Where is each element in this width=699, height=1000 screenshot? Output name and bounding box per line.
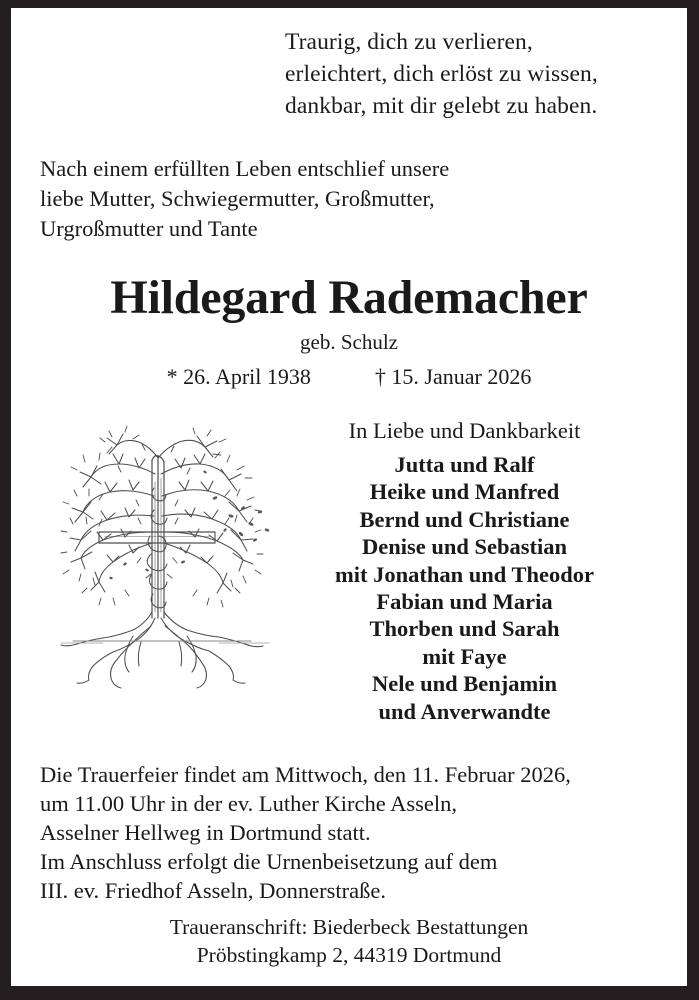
service-line-5: III. ev. Friedhof Asseln, Donnerstraße. [40,878,386,903]
mourners-heading: In Liebe und Dankbarkeit [348,418,581,443]
service-line-1: Die Trauerfeier findet am Mittwoch, den 11. Februar 2026, [40,762,571,787]
mourner-name: mit Faye [422,643,507,669]
verse-line-2: erleichtert, dich erlöst zu wissen, [285,61,598,87]
mourner-name: Denise und Sebastian [361,534,568,560]
intro-line-2: liebe Mutter, Schwiegermutter, Großmutter, [40,186,435,211]
intro-block [40,154,670,244]
mourner-name: Bernd und Christiane [359,506,570,532]
service-line-4: Im Anschluss erfolgt die Urnenbeisetzung auf dem [40,849,498,874]
mourner-name: Fabian und Maria [376,589,553,615]
intro-line-1: Nach einem erfüllten Leben entschlief unsere [40,156,450,181]
death-notice-page [11,8,687,986]
verse-line-1: Traurig, dich zu verlieren, [285,29,533,55]
verse-block [285,26,685,122]
service-line-2: um 11.00 Uhr in der ev. Luther Kirche Asseln, [40,791,457,816]
funeral-home-line-1: Traueranschrift: Biederbeck Bestattungen [169,915,529,939]
mourner-name: Nele und Benjamin [371,671,558,697]
mourner-name: und Anverwandte [378,698,551,724]
deceased-block [11,270,687,392]
mourners-list [267,451,662,725]
mourner-name: Heike und Manfred [369,479,560,505]
funeral-home-block [11,913,687,969]
deceased-name: Hildegard Rademacher [110,271,588,324]
intro-line-3: Urgroßmutter und Tante [40,216,258,241]
service-details-block [40,760,680,905]
mourner-name: mit Jonathan und Theodor [334,561,595,587]
life-dates [11,362,687,392]
birth-date: * 26. April 1938 [166,364,311,389]
cross-tree-illustration [55,412,275,702]
mourners-block [267,416,662,725]
funeral-home-line-2: Pröbstingkamp 2, 44319 Dortmund [196,943,502,967]
death-date: † 15. Januar 2026 [374,364,532,389]
service-line-3: Asselner Hellweg in Dortmund statt. [40,820,371,845]
cross-tree-svg [55,412,275,702]
deceased-maiden-name: geb. Schulz [300,330,398,354]
verse-line-3: dankbar, mit dir gelebt zu haben. [285,93,598,119]
mourner-name: Thorben und Sarah [369,616,560,642]
mourner-name: Jutta und Ralf [394,452,535,477]
